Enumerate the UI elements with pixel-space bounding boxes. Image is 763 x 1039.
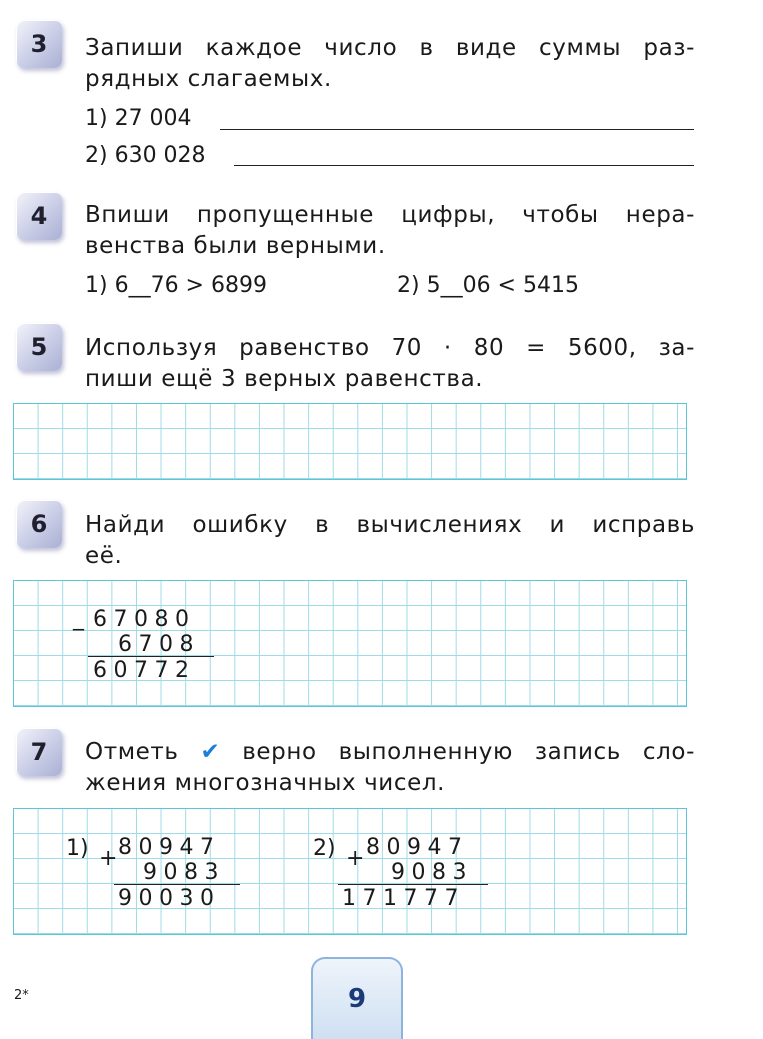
task-text-part: верно выполненную запись сло- [242, 739, 695, 765]
calc-result-line [88, 656, 214, 657]
task-text [85, 200, 695, 262]
task-text-line: пиши ещё 3 верных равенства. [85, 366, 484, 392]
task-number: 3 [30, 30, 48, 58]
task-number-badge [16, 20, 62, 68]
task-text [85, 33, 695, 95]
plus-sign: + [99, 846, 118, 871]
grid-answer-area[interactable] [13, 580, 687, 707]
calc-addend: 80947 [118, 835, 221, 860]
calc-addend: 9083 [391, 860, 473, 885]
exercise-item: 1) 27 004 [85, 106, 192, 131]
task-text-line: Запиши каждое число в виде суммы раз- [85, 35, 695, 61]
calc-label: 2) [313, 836, 336, 861]
calc-subtrahend: 6708 [118, 632, 200, 657]
task-text-line: Впиши пропущенные цифры, чтобы нера- [85, 202, 695, 228]
calc-result-line [338, 884, 488, 885]
page-number-tab [311, 957, 403, 1039]
task-number-badge [16, 500, 62, 548]
exercise-item: 1) 6__76 > 6899 [85, 273, 267, 298]
task-number-badge [16, 728, 62, 776]
task-text-line: Найди ошибку в вычислениях и исправь [85, 512, 695, 538]
plus-sign: + [346, 846, 365, 871]
task-text [85, 510, 695, 572]
task-text-line: рядных слагаемых. [85, 66, 332, 92]
answer-line[interactable] [220, 129, 694, 130]
task-text [85, 333, 695, 395]
calc-result: 90030 [118, 886, 221, 911]
task-number: 4 [30, 202, 48, 230]
task-number-badge [16, 323, 62, 371]
exercise-item: 2) 5__06 < 5415 [397, 273, 579, 298]
calc-minuend: 67080 [93, 607, 196, 632]
calc-result: 60772 [93, 658, 196, 683]
task-text-line: жения многозначных чисел. [85, 770, 446, 796]
calc-addend: 80947 [366, 835, 469, 860]
task-text-line1 [85, 739, 695, 765]
calc-result-line [114, 884, 240, 885]
task-number: 5 [30, 333, 48, 361]
task-number-badge [16, 192, 62, 240]
task-text-line: Используя равенство 70 · 80 = 5600, за- [85, 335, 695, 361]
calc-result: 171777 [342, 886, 465, 911]
checkmark-icon: ✔ [200, 739, 221, 765]
task-text-line: её. [85, 543, 123, 569]
grid-answer-area[interactable] [13, 403, 687, 480]
task-text-line: венства были верными. [85, 233, 386, 259]
answer-line[interactable] [234, 165, 694, 166]
minus-sign: _ [73, 606, 84, 631]
printer-signature: 2* [14, 988, 29, 1003]
task-text [85, 737, 695, 799]
task-number: 7 [30, 738, 48, 766]
page-number: 9 [347, 984, 367, 1014]
task-number: 6 [30, 510, 48, 538]
calc-addend: 9083 [143, 860, 225, 885]
exercise-item: 2) 630 028 [85, 143, 206, 168]
task-text-part: Отметь [85, 739, 179, 765]
calc-label: 1) [66, 836, 89, 861]
grid-answer-area[interactable] [13, 808, 687, 935]
